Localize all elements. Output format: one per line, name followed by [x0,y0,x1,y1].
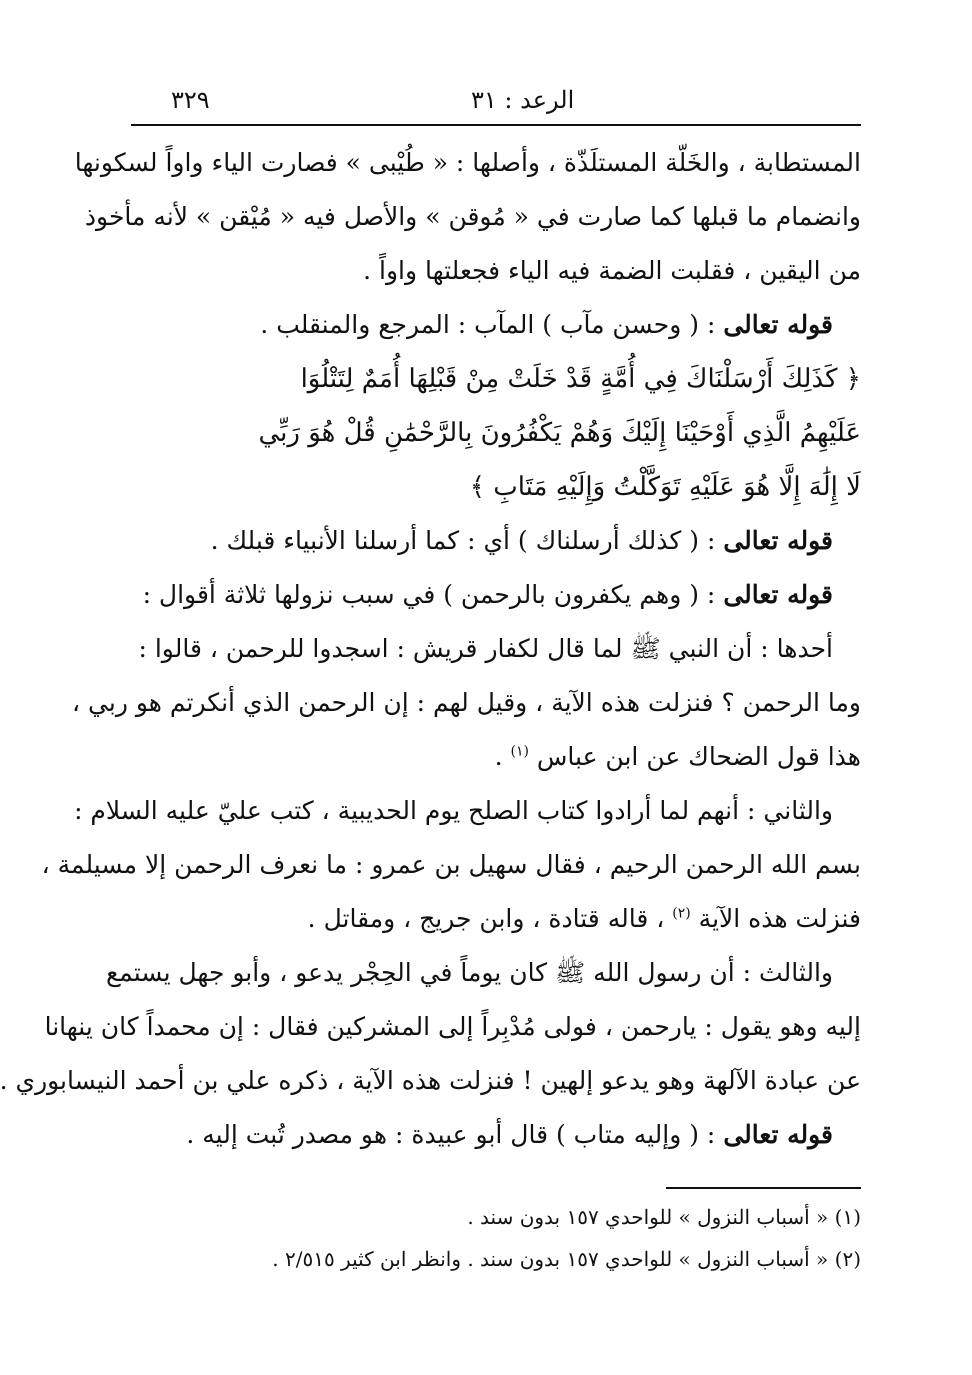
lead-phrase: قوله تعالى [723,1120,833,1149]
footnote-rule [666,1187,861,1189]
text-line [72,676,861,730]
text-line [74,784,861,838]
text-line [44,1000,861,1054]
line-text: قوله تعالى : ( وإليه متاب ) قال أبو عبيدة : هو مصدر تُبت إليه . [186,1120,833,1149]
line-text: عَلَيْهِمُ الَّذِي أَوْحَيْنَا إِلَيْكَ وَهُمْ يَكْفُرُونَ بِالرَّحْمَٰنِ قُلْ هُوَ رَبِّي [258,418,861,448]
line-tail: ، قاله قتادة ، وابن جريج ، ومقاتل . [307,904,673,933]
quran-verse-line [131,460,861,514]
line-text: وما الرحمن ؟ فنزلت هذه الآية ، وقيل لهم : إن الرحمن الذي أنكرتم هو ربي ، [72,688,861,717]
lead-phrase: قوله تعالى [723,580,833,609]
text-line [84,190,861,244]
text-line [131,244,861,298]
text-line [74,136,861,190]
text-line [131,622,861,676]
running-header [131,82,861,118]
text-line [105,946,861,1000]
text-line [131,1108,861,1162]
footnotes [131,1196,861,1280]
main-text [0,136,861,1162]
line-text: إليه وهو يقول : يارحمن ، فولى مُدْبِراً إلى المشركين فقال : إن محمداً كان ينهانا [44,1012,861,1041]
line-text: قوله تعالى : ( كذلك أرسلناك ) أي : كما أرسلنا الأنبياء قبلك . [210,526,833,555]
line-text: أحدها : أن النبي ﷺ لما قال لكفار قريش : اسجدوا للرحمن ، قالوا : [138,634,833,663]
header-rule [131,124,861,126]
text-line [131,730,861,784]
line-text: هذا قول الضحاك عن ابن عباس [536,742,861,771]
footnote-ref[interactable]: (١) [510,743,529,760]
lead-phrase: قوله تعالى [723,526,833,555]
text-line [131,892,861,946]
quran-verse-line [131,406,861,460]
line-text: والثالث : أن رسول الله ﷺ كان يوماً في الحِجْر يدعو ، وأبو جهل يستمع [105,958,833,987]
line-text: المستطابة ، والخَلّة المستلَذّة ، وأصلها : « طُيْبى » فصارت الياء واواً لسكونها [74,148,861,177]
line-text: فنزلت هذه الآية [698,904,861,933]
line-text: لَا إِلَٰهَ إِلَّا هُوَ عَلَيْهِ تَوَكَّلْتُ وَإِلَيْهِ مَتَابِ ﴾ [469,472,861,502]
text-line [0,1054,861,1108]
line-text: بسم الله الرحمن الرحيم ، فقال سهيل بن عمرو : ما نعرف الرحمن إلا مسيلمة ، [41,850,861,879]
line-text: قوله تعالى : ( وهم يكفرون بالرحمن ) في سبب نزولها ثلاثة أقوال : [142,580,833,609]
quran-verse-line [131,352,861,406]
text-line [131,568,861,622]
text-line [131,298,861,352]
page-number: ٣٢٩ [171,86,210,114]
line-text: قوله تعالى : ( وحسن مآب ) المآب : المرجع والمنقلب . [260,310,833,339]
line-tail: . [494,742,511,771]
footnote-item: (٢) « أسباب النزول » للواحدي ١٥٧ بدون سند . وانظر ابن كثير ٢/٥١٥ . [272,1247,861,1271]
footnote-ref[interactable]: (٢) [672,905,691,922]
text-line [41,838,861,892]
line-text: وانضمام ما قبلها كما صارت في « مُوقن » والأصل فيه « مُيْقن » لأنه مأخوذ [84,202,861,231]
chapter-title: الرعد : ٣١ [471,86,575,114]
footnote-item: (١) « أسباب النزول » للواحدي ١٥٧ بدون سند . [467,1205,861,1229]
line-text: من اليقين ، فقلبت الضمة فيه الياء فجعلتها واواً . [363,256,861,285]
line-text: ﴿ كَذَلِكَ أَرْسَلْنَاكَ فِي أُمَّةٍ قَدْ خَلَتْ مِنْ قَبْلِهَا أُمَمٌ لِتَتْلُوَا [300,364,861,394]
line-text: والثاني : أنهم لما أرادوا كتاب الصلح يوم الحديبية ، كتب عليّ عليه السلام : [74,796,833,825]
line-text: عن عبادة الآلهة وهو يدعو إلهين ! فنزلت هذه الآية ، ذكره علي بن أحمد النيسابوري . [0,1066,861,1095]
text-line [131,514,861,568]
lead-phrase: قوله تعالى [723,310,833,339]
